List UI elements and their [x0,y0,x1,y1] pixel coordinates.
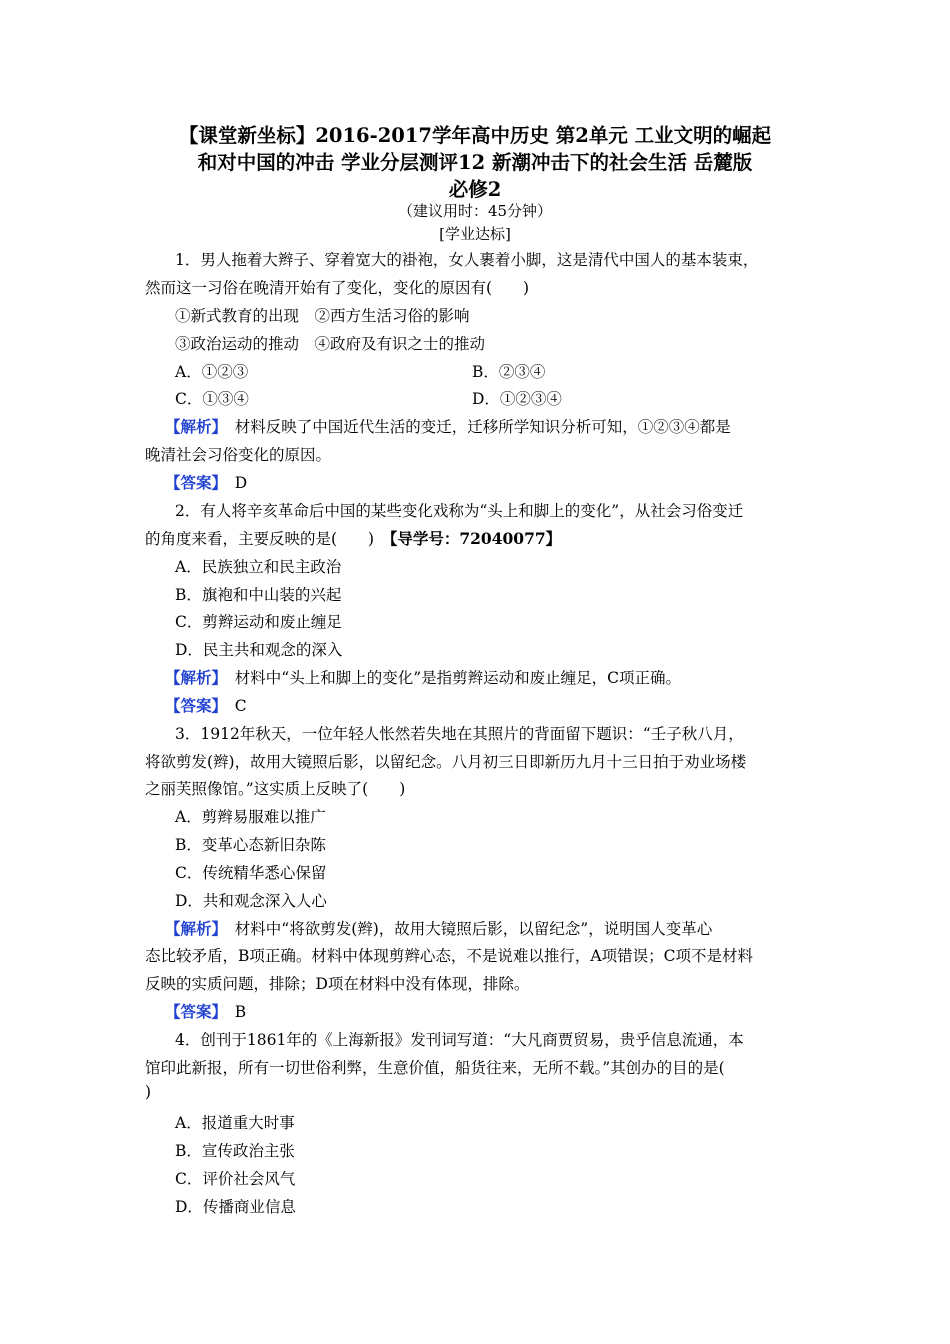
q2-stem-text: 的角度来看，主要反映的是( ) [145,530,390,548]
answer-tag: 【答案】 [165,473,220,492]
q2-answer [165,694,247,716]
q2-stem-line-1: 2．有人将辛亥革命后中国的某些变化戏称为“头上和脚上的变化”，从社会习俗变迁 [175,502,744,520]
q1-analysis-line-1 [165,415,731,437]
q2-analysis-text: 材料中“头上和脚上的变化”是指剪辫运动和废止缠足，C项正确。 [234,669,681,687]
analysis-tag: 【解析】 [165,417,220,436]
section-heading: [学业达标] [439,225,511,243]
q3-stem-line-3: 之丽芙照像馆。”这实质上反映了( ) [145,780,406,798]
document-title [140,122,810,203]
q3-option-c: C．传统精华悉心保留 [175,864,327,882]
q4-option-b: B．宣传政治主张 [175,1142,295,1160]
q2-stem-line-2 [145,527,561,549]
q3-analysis-line-2: 态比较矛盾，B项正确。材料中体现剪辫心态，不是说难以推行，A项错误；C项不是材料 [145,947,753,965]
q3-option-b: B．变革心态新旧杂陈 [175,836,326,854]
q2-option-b: B．旗袍和中山装的兴起 [175,586,342,604]
q1-item-line-1: ①新式教育的出现 ②西方生活习俗的影响 [175,307,470,325]
q4-option-a: A．报道重大时事 [175,1114,295,1132]
q1-option-c: C．①③④ [175,390,249,408]
q1-answer [165,471,247,493]
q2-option-a: A．民族独立和民主政治 [175,558,342,576]
q1-option-b: B．②③④ [472,363,546,381]
q1-stem-line-1: 1．男人拖着大辫子、穿着宽大的褂袍，女人裹着小脚，这是清代中国人的基本装束， [175,251,759,269]
q2-option-d: D．民主共和观念的深入 [175,641,343,659]
q2-answer-value: C [234,697,247,715]
answer-tag: 【答案】 [165,1002,220,1021]
q3-analysis-line-3: 反映的实质问题，排除；D项在材料中没有体现，排除。 [145,975,530,993]
answer-tag: 【答案】 [165,696,220,715]
q1-item-line-2: ③政治运动的推动 ④政府及有识之士的推动 [175,335,486,353]
q1-stem-line-2: 然而这一习俗在晚清开始有了变化，变化的原因有( ) [145,279,530,297]
q2-guide-number: 【导学号：72040077】 [389,529,562,548]
q3-answer [165,1000,246,1022]
q3-stem-line-1: 3．1912年秋天，一位年轻人怅然若失地在其照片的背面留下题识：“壬子秋八月， [175,725,744,743]
q4-stem-line-3: ) [145,1083,152,1101]
q3-option-a: A．剪辫易服难以推广 [175,808,326,826]
q2-analysis-line-1 [165,666,681,688]
q4-stem-line-1: 4．创刊于1861年的《上海新报》发刊词写道：“大凡商贾贸易，贵乎信息流通，本 [175,1031,744,1049]
q3-stem-line-2: 将欲剪发(辫)，故用大镜照后影，以留纪念。八月初三日即新历九月十三日拍于劝业场楼 [145,753,747,771]
q3-analysis-line-1 [165,917,712,939]
q1-option-d: D．①②③④ [472,390,562,408]
q2-option-c: C．剪辫运动和废止缠足 [175,613,342,631]
q3-analysis-text: 材料中“将欲剪发(辫)，故用大镜照后影，以留纪念”，说明国人变革心 [234,920,713,938]
q4-option-d: D．传播商业信息 [175,1198,296,1216]
title-line-3: 必修2 [448,178,502,201]
q3-option-d: D．共和观念深入人心 [175,892,327,910]
title-line-1: 【课堂新坐标】2016-2017学年高中历史 第2单元 工业文明的崛起 [178,124,772,147]
title-line-2: 和对中国的冲击 学业分层测评12 新潮冲击下的社会生活 岳麓版 [197,151,753,174]
q1-option-a: A．①②③ [175,363,249,381]
q1-analysis-line-2: 晚清社会习俗变化的原因。 [145,446,332,464]
q3-answer-value: B [234,1003,247,1021]
time-note: （建议用时：45分钟） [397,202,553,220]
q1-analysis-text: 材料反映了中国近代生活的变迁，迁移所学知识分析可知，①②③④都是 [234,418,731,436]
q4-option-c: C．评价社会风气 [175,1170,296,1188]
q1-answer-value: D [234,474,248,492]
analysis-tag: 【解析】 [165,919,220,938]
q4-stem-line-2: 馆印此新报，所有一切世俗利弊，生意价值，船货往来，无所不载。”其创办的目的是( [145,1059,725,1077]
analysis-tag: 【解析】 [165,668,220,687]
